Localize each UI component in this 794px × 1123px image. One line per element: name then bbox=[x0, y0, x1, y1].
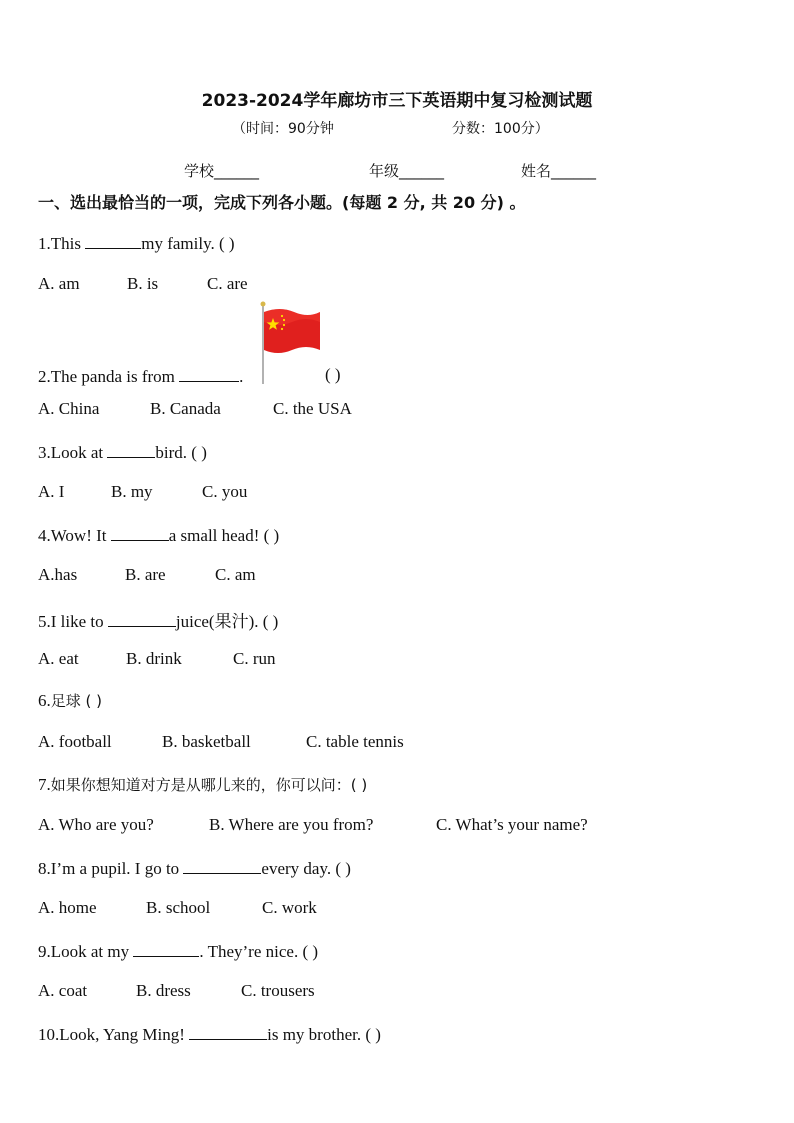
option-c: C. the USA bbox=[273, 399, 352, 418]
question-text: Wow! It bbox=[50, 526, 111, 545]
question-6 bbox=[38, 690, 102, 711]
option-c: C. What’s your name? bbox=[436, 815, 588, 834]
answer-blank bbox=[108, 610, 176, 627]
question-number: 9. bbox=[38, 942, 51, 961]
option-b: B. Canada bbox=[150, 399, 221, 418]
question-10 bbox=[38, 1023, 381, 1045]
option-c: C. are bbox=[207, 274, 248, 293]
question-number: 10. bbox=[38, 1025, 60, 1044]
option-a: A. eat bbox=[38, 649, 79, 668]
question-number: 7. bbox=[38, 775, 51, 794]
option-a: A. coat bbox=[38, 981, 88, 1000]
question-8 bbox=[38, 857, 351, 879]
school-field: 学校______ bbox=[184, 162, 260, 180]
option-a: A. home bbox=[38, 898, 97, 917]
option-c: C. run bbox=[233, 649, 276, 668]
answer-paren: ( ) bbox=[325, 365, 341, 384]
option-a: A. China bbox=[38, 399, 100, 418]
question-number: 8. bbox=[38, 859, 51, 878]
option-c: C. am bbox=[215, 565, 256, 584]
question-text: a small head! ( ) bbox=[168, 526, 280, 545]
exam-time: （时间：90分钟 bbox=[232, 121, 334, 137]
question-text: my family. ( ) bbox=[141, 234, 235, 253]
option-b: B. is bbox=[127, 274, 159, 293]
question-text: I’m a pupil. I go to bbox=[50, 859, 184, 878]
section-title: 一、选出最恰当的一项，完成下列各小题。(每题 2 分, 共 20 分) 。 bbox=[38, 193, 526, 212]
question-number: 6. bbox=[38, 691, 51, 710]
question-7 bbox=[38, 774, 367, 795]
question-text: I like to bbox=[50, 612, 108, 631]
option-a: A. am bbox=[38, 274, 80, 293]
question-3 bbox=[38, 441, 207, 463]
option-c: C. trousers bbox=[241, 981, 315, 1000]
option-a: A. I bbox=[38, 482, 65, 501]
question-text: . bbox=[239, 367, 244, 386]
question-text: Look at bbox=[50, 443, 108, 462]
option-a: A.has bbox=[38, 565, 78, 584]
option-b: B. my bbox=[111, 482, 153, 501]
option-a: A. football bbox=[38, 732, 112, 751]
question-number: 1. bbox=[38, 234, 51, 253]
answer-blank bbox=[111, 524, 169, 541]
question-number: 3. bbox=[38, 443, 51, 462]
question-1 bbox=[38, 232, 235, 254]
question-text: is my brother. ( ) bbox=[267, 1025, 381, 1044]
option-b: B. drink bbox=[126, 649, 182, 668]
answer-blank bbox=[133, 940, 199, 957]
question-text: The panda is from bbox=[50, 367, 180, 386]
question-text: Look, Yang Ming! bbox=[59, 1025, 190, 1044]
question-text: every day. ( ) bbox=[261, 859, 351, 878]
option-b: B. are bbox=[125, 565, 166, 584]
question-number: 2. bbox=[38, 367, 51, 386]
question-text: Look at my bbox=[50, 942, 134, 961]
name-field: 姓名______ bbox=[521, 162, 597, 180]
option-b: B. Where are you from? bbox=[209, 815, 374, 834]
page-title: 2023-2024学年廊坊市三下英语期中复习检测试题 bbox=[201, 91, 593, 111]
question-text: This bbox=[50, 234, 86, 253]
question-number: 4. bbox=[38, 526, 51, 545]
answer-blank bbox=[85, 232, 141, 249]
question-text: . They’re nice. ( ) bbox=[199, 942, 319, 961]
option-c: C. you bbox=[202, 482, 248, 501]
china-flag-icon bbox=[258, 300, 328, 384]
question-number: 5. bbox=[38, 612, 51, 631]
question-text: bird. ( ) bbox=[155, 443, 207, 462]
grade-field: 年级______ bbox=[369, 162, 445, 180]
question-5 bbox=[38, 607, 278, 632]
option-b: B. school bbox=[146, 898, 211, 917]
answer-blank bbox=[183, 857, 261, 874]
option-a: A. Who are you? bbox=[38, 815, 154, 834]
answer-blank bbox=[189, 1023, 267, 1040]
question-text: 足球 ( ) bbox=[50, 692, 102, 710]
question-4 bbox=[38, 524, 279, 546]
question-text: 如果你想知道对方是从哪儿来的，你可以问：( ) bbox=[50, 776, 368, 794]
question-text: juice(果汁). ( ) bbox=[175, 612, 279, 631]
option-b: B. dress bbox=[136, 981, 191, 1000]
question-9 bbox=[38, 940, 318, 962]
exam-score: 分数：100分） bbox=[452, 121, 549, 137]
option-c: C. work bbox=[262, 898, 317, 917]
option-c: C. table tennis bbox=[306, 732, 404, 751]
option-b: B. basketball bbox=[162, 732, 251, 751]
answer-blank bbox=[107, 441, 155, 458]
answer-blank bbox=[179, 365, 239, 382]
question-2 bbox=[38, 365, 243, 387]
